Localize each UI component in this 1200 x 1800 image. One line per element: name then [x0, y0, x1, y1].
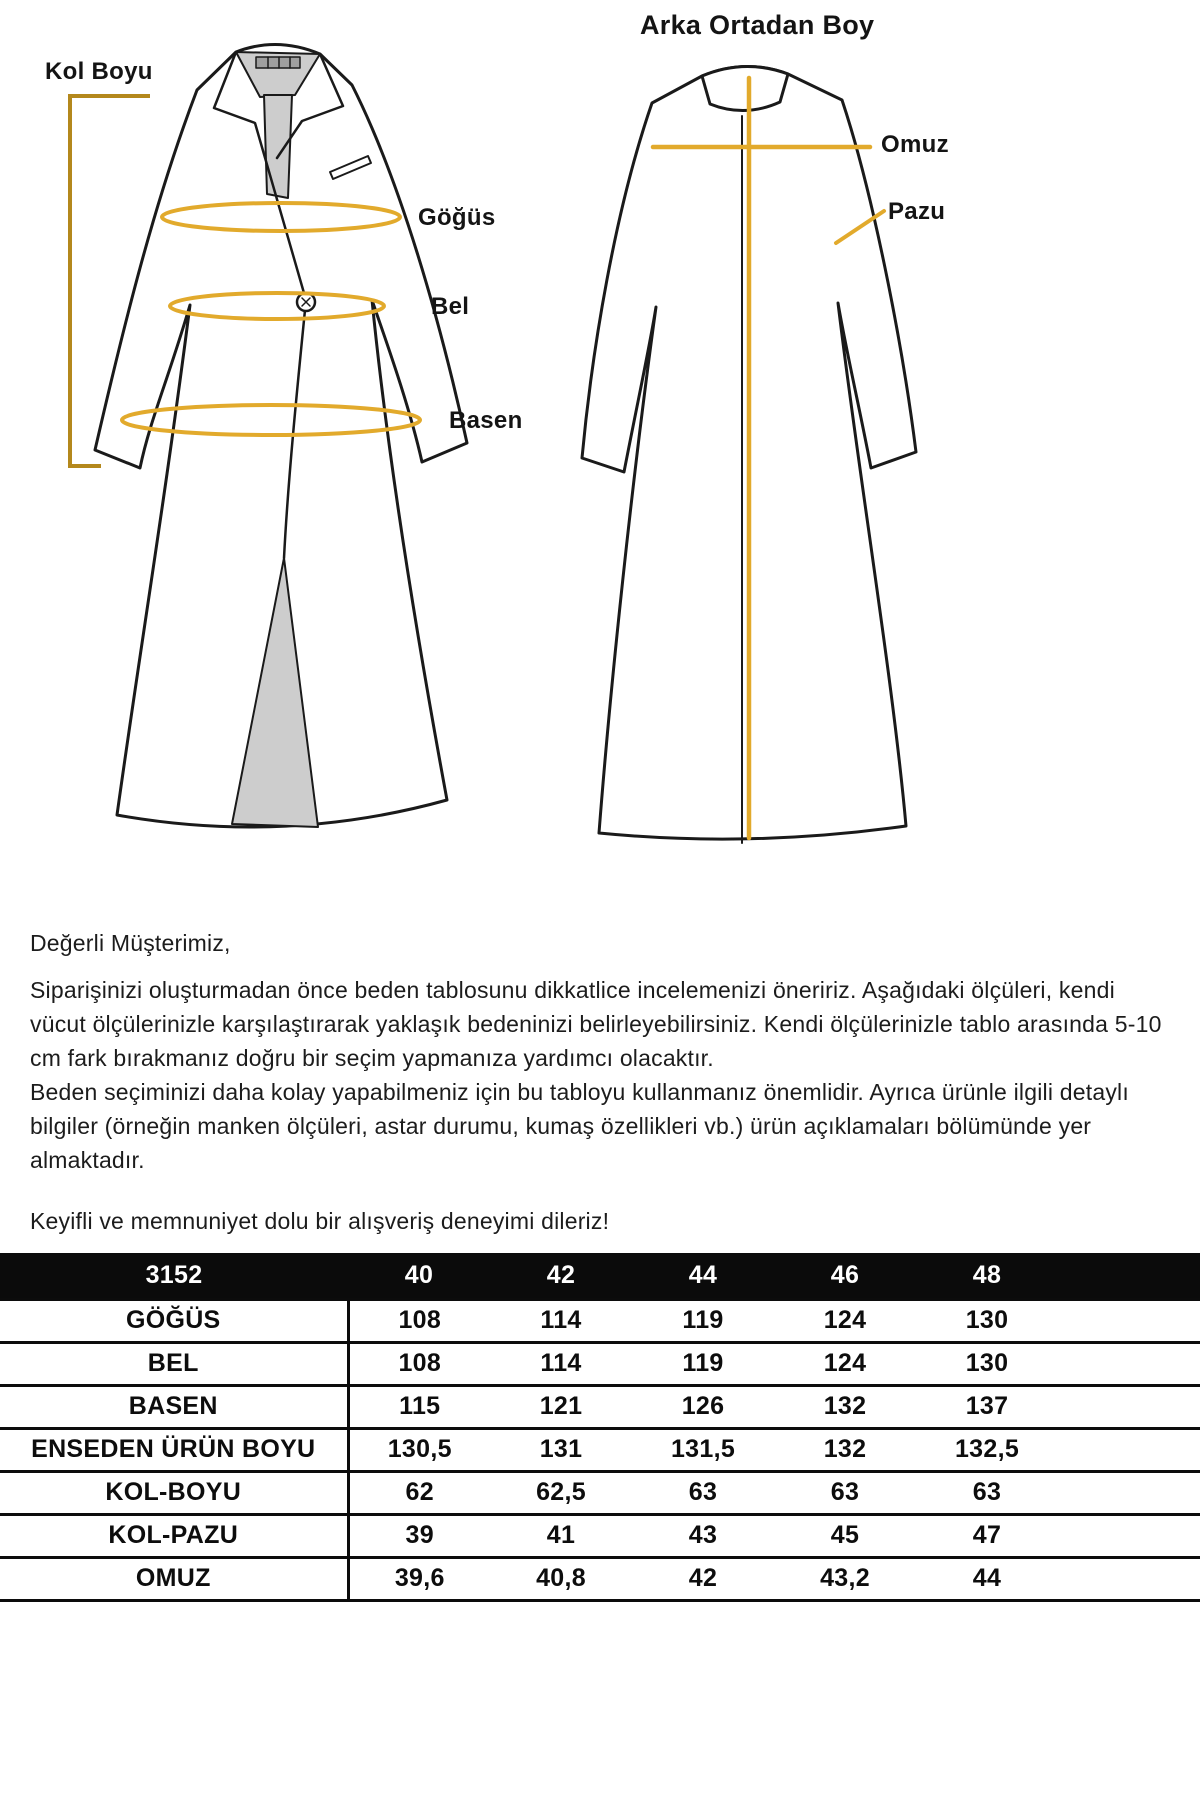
label-basen: Basen: [449, 407, 523, 434]
measurement-value: 62: [348, 1471, 490, 1514]
measurement-value: 131,5: [632, 1428, 774, 1471]
filler-cell: [1058, 1557, 1200, 1600]
measurement-value: 130: [916, 1299, 1058, 1342]
closing-text: Keyifli ve memnuniyet dolu bir alışveriş deneyimi dileriz!: [30, 1208, 610, 1234]
measurement-value: 39: [348, 1514, 490, 1557]
size-table-row: [0, 1514, 1200, 1557]
measurement-value: 108: [348, 1342, 490, 1385]
filler-cell: [1058, 1342, 1200, 1385]
measurement-value: 132,5: [916, 1428, 1058, 1471]
size-table-row: [0, 1557, 1200, 1600]
size-table-row: [0, 1299, 1200, 1342]
size-table-row: [0, 1428, 1200, 1471]
measurement-value: 132: [774, 1428, 916, 1471]
measurement-name: BASEN: [0, 1385, 348, 1428]
measurement-name: GÖĞÜS: [0, 1299, 348, 1342]
label-omuz: Omuz: [881, 131, 949, 158]
size-table-row: [0, 1342, 1200, 1385]
measurement-value: 40,8: [490, 1557, 632, 1600]
measurement-value: 43: [632, 1514, 774, 1557]
measurement-value: 44: [916, 1557, 1058, 1600]
measurement-value: 132: [774, 1385, 916, 1428]
label-gogus: Göğüs: [418, 204, 496, 231]
measurement-value: 137: [916, 1385, 1058, 1428]
filler-cell: [1058, 1385, 1200, 1428]
measurement-value: 130: [916, 1342, 1058, 1385]
info-paragraph-2: Beden seçiminizi daha kolay yapabilmeniz için bu tabloyu kullanmanız önemlidir. Ayrıca ürünle ilgili detaylı bilgiler (örneğin manken ölçüleri, astar durumu, kumaş özellikleri vb.) ürün açıklamaları bölümünde yer almaktadır.: [30, 1079, 1129, 1173]
size-table-size-header: 46: [830, 1260, 860, 1289]
measurement-value: 131: [490, 1428, 632, 1471]
measurement-name: ENSEDEN ÜRÜN BOYU: [0, 1428, 348, 1471]
measurement-value: 121: [490, 1385, 632, 1428]
measurement-value: 124: [774, 1299, 916, 1342]
size-table-model-code: 3152: [145, 1260, 203, 1289]
info-paragraph-1: Siparişinizi oluşturmadan önce beden tablosunu dikkatlice incelemenizi öneririz. Aşağıdaki ölçüleri, kendi vücut ölçülerinizle karşılaştırarak yaklaşık bedeninizi belirleyebilirsiniz. Kendi ölçülerinizle tablo arasında 5-10 cm fark bırakmanız doğru bir seçim yapmanıza yardımcı olacaktır.: [30, 977, 1162, 1071]
measurement-value: 119: [632, 1299, 774, 1342]
size-table: [0, 1253, 1200, 1602]
measurement-name: KOL-PAZU: [0, 1514, 348, 1557]
measurement-value: 108: [348, 1299, 490, 1342]
size-table-row: [0, 1385, 1200, 1428]
label-bel: Bel: [431, 293, 470, 320]
filler-cell: [1058, 1428, 1200, 1471]
size-table-size-header: 40: [404, 1260, 434, 1289]
measurement-value: 130,5: [348, 1428, 490, 1471]
measurement-value: 114: [490, 1342, 632, 1385]
measurement-name: OMUZ: [0, 1557, 348, 1600]
size-table-header-row: [0, 1253, 1200, 1299]
measurement-value: 63: [632, 1471, 774, 1514]
filler-cell: [1058, 1253, 1200, 1299]
size-table-size-header: 44: [688, 1260, 718, 1289]
size-table-row: [0, 1471, 1200, 1514]
measurement-value: 45: [774, 1514, 916, 1557]
customer-info-section: [0, 900, 1200, 1238]
measurement-value: 124: [774, 1342, 916, 1385]
measurement-value: 115: [348, 1385, 490, 1428]
filler-cell: [1058, 1299, 1200, 1342]
greeting-text: Değerli Müşterimiz,: [30, 930, 231, 956]
measurement-value: 63: [916, 1471, 1058, 1514]
size-table-body: [0, 1299, 1200, 1600]
measurement-name: KOL-BOYU: [0, 1471, 348, 1514]
size-table-size-header: 42: [546, 1260, 576, 1289]
size-table-size-header: 48: [972, 1260, 1002, 1289]
measurement-value: 42: [632, 1557, 774, 1600]
measurement-name: BEL: [0, 1342, 348, 1385]
measurement-value: 119: [632, 1342, 774, 1385]
filler-cell: [1058, 1514, 1200, 1557]
label-arka-ortadan-boy: Arka Ortadan Boy: [640, 10, 875, 40]
measurement-value: 62,5: [490, 1471, 632, 1514]
filler-cell: [1058, 1471, 1200, 1514]
label-pazu: Pazu: [888, 198, 946, 225]
measurement-value: 39,6: [348, 1557, 490, 1600]
measurement-value: 41: [490, 1514, 632, 1557]
measurement-value: 43,2: [774, 1557, 916, 1600]
measurement-value: 63: [774, 1471, 916, 1514]
measurement-value: 126: [632, 1385, 774, 1428]
label-kol-boyu: Kol Boyu: [45, 58, 153, 85]
measurement-value: 47: [916, 1514, 1058, 1557]
measurement-value: 114: [490, 1299, 632, 1342]
